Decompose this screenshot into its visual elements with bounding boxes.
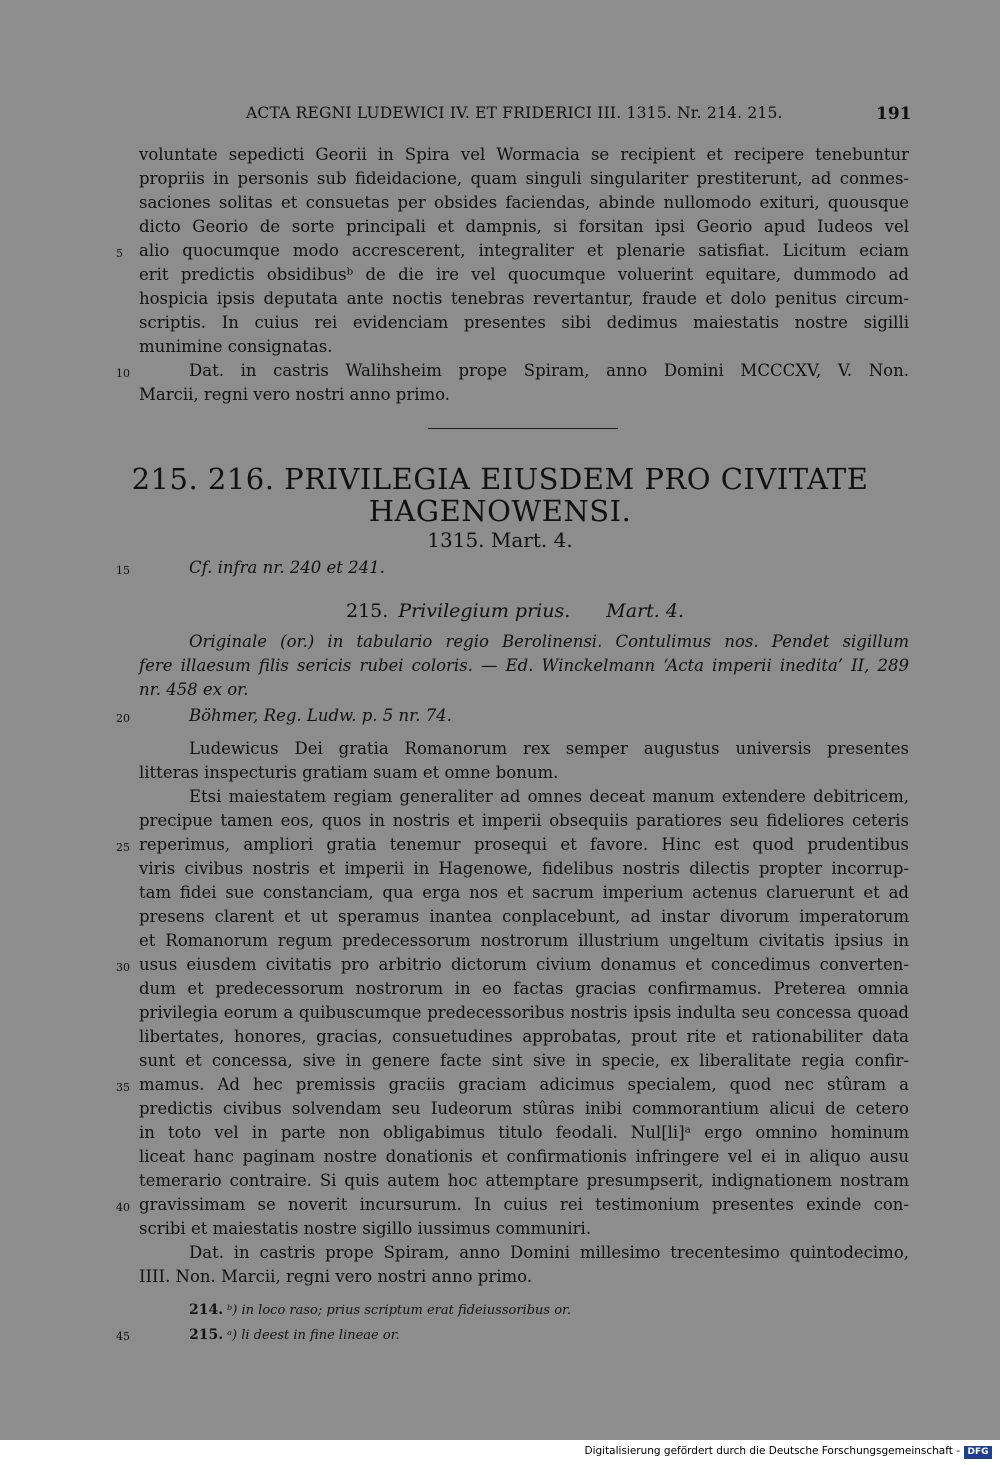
footnote-ref: 215. — [189, 1327, 224, 1343]
text-line — [0, 977, 1000, 1000]
line-text: erit predictis obsidibusᵇ de die ire vel quocumque voluerint equitare, dummodo ad — [139, 265, 909, 284]
line-text: hospicia ipsis deputata ante noctis tenebras revertantur, fraude et dolo penitus circum- — [139, 289, 909, 308]
line-text: in toto vel in parte non obligabimus titulo feodali. Nul[li]ᵃ ergo omnino hominum — [139, 1123, 909, 1142]
line-text: Böhmer, Reg. Ludw. p. 5 nr. 74. — [189, 706, 452, 725]
line-number: 20 — [116, 712, 130, 725]
line-text: precipue tamen eos, quos in nostris et imperii obsequiis paratiores seu fideliores ceteris — [139, 811, 909, 830]
text-line — [0, 857, 1000, 880]
footnote-ref: 214. — [189, 1302, 224, 1318]
line-text: fere illaesum filis sericis rubei coloris. — Ed. Winckelmann ‘Acta imperii inedita’ II, 289 — [139, 656, 909, 675]
text-line — [0, 785, 1000, 808]
text-line — [0, 1097, 1000, 1120]
text-line — [0, 359, 1000, 382]
line-text: viris civibus nostris et imperii in Hagenowe, fidelibus nostris dilectis propter incorrup- — [139, 859, 909, 878]
dfg-logo: DFG — [964, 1446, 992, 1459]
text-line — [0, 1169, 1000, 1192]
footnote-text — [189, 1325, 400, 1346]
line-text: Ludewicus Dei gratia Romanorum rex semper augustus universis presentes — [189, 739, 909, 758]
digitization-credit-bar — [0, 1440, 1000, 1465]
document-heading — [346, 600, 684, 622]
text-line — [0, 1121, 1000, 1144]
line-text: munimine consignatas. — [139, 337, 333, 356]
text-line — [0, 1217, 1000, 1240]
line-text: propriis in personis sub fideidacione, quam singuli singulariter prestiterunt, ad conmes- — [139, 169, 909, 188]
section-title: 215. 216. PRIVILEGIA EIUSDEM PRO CIVITATE — [131, 462, 869, 496]
line-text: Marcii, regni vero nostri anno primo. — [139, 385, 451, 404]
page-number: 191 — [876, 104, 912, 124]
text-line — [0, 929, 1000, 952]
running-head — [0, 104, 1000, 128]
text-line — [0, 167, 1000, 190]
section-title-cont: HAGENOWENSI. — [368, 494, 632, 528]
source-note-line — [0, 654, 1000, 677]
line-text: dicto Georio de sorte principali et dampnis, si forsitan ipsi Georio apud Iudeos vel — [139, 217, 909, 236]
section-divider — [428, 428, 618, 429]
line-text: Dat. in castris prope Spiram, anno Domini millesimo trecentesimo quintodecimo, — [189, 1243, 909, 1262]
credit-text: Digitalisierung gefördert durch die Deutsche Forschungsgemeinschaft - — [584, 1445, 960, 1457]
line-text: nr. 458 ex or. — [139, 680, 249, 699]
section-date: 1315. Mart. 4. — [427, 528, 573, 552]
line-text: privilegia eorum a quibuscumque predecessoribus nostris ipsis indulta seu concessa quoad — [139, 1003, 909, 1022]
text-line — [0, 239, 1000, 262]
text-line — [0, 1073, 1000, 1096]
source-note-line — [0, 630, 1000, 653]
document-title: Privilegium prius. — [398, 600, 571, 622]
line-number: 10 — [116, 367, 130, 380]
text-line — [0, 335, 1000, 358]
line-text: scriptis. In cuius rei evidenciam presentes sibi dedimus maiestatis nostre sigilli — [139, 313, 909, 332]
line-text: presens clarent et ut speramus inantea conplacebunt, ad instar divorum imperatorum — [139, 907, 909, 926]
line-text: Cf. infra nr. 240 et 241. — [189, 558, 385, 577]
line-number: 45 — [116, 1330, 130, 1343]
text-line — [0, 905, 1000, 928]
text-line — [0, 215, 1000, 238]
running-title: ACTA REGNI LUDEWICI IV. ET FRIDERICI III. 1315. Nr. 214. 215. — [246, 104, 783, 122]
text-line — [0, 833, 1000, 856]
line-text: voluntate sepedicti Georii in Spira vel Wormacia se recipient et recipere tenebuntur — [139, 145, 909, 164]
line-text: alio quocumque modo accrescerent, integraliter et plenarie satisfiat. Licitum eciam — [139, 241, 909, 260]
footnote-body: ᵃ) li deest in fine lineae or. — [227, 1328, 400, 1343]
document-date: Mart. 4. — [606, 600, 684, 622]
line-number: 35 — [116, 1081, 130, 1094]
line-number: 15 — [116, 564, 130, 577]
text-line — [0, 1049, 1000, 1072]
footnote — [0, 1300, 1000, 1320]
line-text: Dat. in castris Walihsheim prope Spiram, anno Domini MCCCXV, V. Non. — [189, 361, 909, 380]
line-text: litteras inspecturis gratiam suam et omne bonum. — [139, 763, 559, 782]
text-line — [0, 263, 1000, 286]
text-line — [0, 1001, 1000, 1024]
source-note-line — [0, 704, 1000, 727]
line-text: reperimus, ampliori gratia tenemur prosequi et favore. Hinc est quod prudentibus — [139, 835, 909, 854]
text-line — [0, 191, 1000, 214]
line-text: gravissimam se noverit incursurum. In cuius rei testimonium presentes exinde con- — [139, 1195, 909, 1214]
line-number: 40 — [116, 1201, 130, 1214]
text-line — [0, 809, 1000, 832]
line-number: 5 — [116, 247, 123, 260]
source-note-line — [0, 678, 1000, 701]
line-text: Etsi maiestatem regiam generaliter ad omnes deceat manum extendere debitricem, — [189, 787, 909, 806]
line-text: tam fidei sue constanciam, qua erga nos et sacrum imperium actenus claruerunt et ad — [139, 883, 909, 902]
line-text: Originale (or.) in tabulario regio Berolinensi. Contulimus nos. Pendet sigillum — [189, 632, 909, 651]
text-line — [0, 881, 1000, 904]
line-text: saciones solitas et consuetas per obsides faciendas, abinde nullomodo exituri, quousque — [139, 193, 909, 212]
line-text: dum et predecessorum nostrorum in eo factas gracias confirmamus. Preterea omnia — [139, 979, 909, 998]
footnote-body: ᵇ) in loco raso; prius scriptum erat fideiussoribus or. — [227, 1303, 571, 1318]
text-line — [0, 311, 1000, 334]
line-text: liceat hanc paginam nostre donationis et confirmationis infringere vel ei in aliquo ausu — [139, 1147, 909, 1166]
document-number: 215. — [346, 600, 389, 622]
footnote-text — [189, 1300, 571, 1321]
text-line — [0, 953, 1000, 976]
line-text: scribi et maiestatis nostre sigillo iussimus communiri. — [139, 1219, 592, 1238]
line-text: mamus. Ad hec premissis graciis graciam adicimus specialem, quod nec stûram a — [139, 1075, 909, 1094]
text-line — [0, 1145, 1000, 1168]
line-text: usus eiusdem civitatis pro arbitrio dictorum civium donamus et concedimus converten- — [139, 955, 909, 974]
cross-reference — [0, 556, 1000, 579]
text-line — [0, 737, 1000, 760]
line-text: libertates, honores, gracias, consuetudines approbatas, prout rite et rationabiliter data — [139, 1027, 909, 1046]
footnote — [0, 1325, 1000, 1345]
text-line — [0, 1025, 1000, 1048]
text-line — [0, 143, 1000, 166]
line-text: et Romanorum regum predecessorum nostrorum illustrium ungeltum civitatis ipsius in — [139, 931, 909, 950]
text-line — [0, 287, 1000, 310]
text-line — [0, 1241, 1000, 1264]
line-number: 25 — [116, 841, 130, 854]
text-line — [0, 1193, 1000, 1216]
line-text: temerario contraire. Si quis autem hoc attemptare presumpserit, indignationem nostram — [139, 1171, 909, 1190]
text-line — [0, 1265, 1000, 1288]
line-number: 30 — [116, 961, 130, 974]
text-line — [0, 761, 1000, 784]
text-line — [0, 383, 1000, 406]
line-text: predictis civibus solvendam seu Iudeorum stûras inibi commorantium alicui de cetero — [139, 1099, 909, 1118]
line-text: sunt et concessa, sive in genere facte sint sive in specie, ex liberalitate regia confir- — [139, 1051, 909, 1070]
line-text: IIII. Non. Marcii, regni vero nostri anno primo. — [139, 1267, 533, 1286]
